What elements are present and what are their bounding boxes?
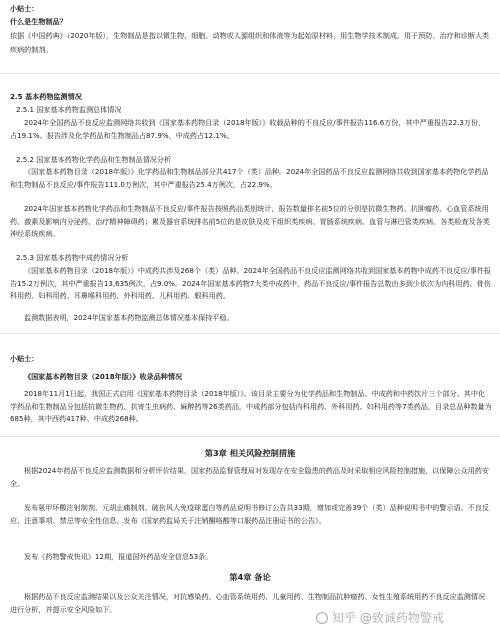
divider [0,333,500,334]
chapter-4-title: 第4章 备论 [229,572,271,582]
tip1-question: 什么是生物制品？ [10,17,67,26]
chapter-4-para-1: 根据药品不良反应监测结果以及公众关注情况，对抗感染药、心血管系统用药、儿童用药、生物制品抗肿瘤药、女性生殖系统用药不良反应监测情况进行分析，并提示安全风险如下。 [10,592,486,614]
tip1-body: 依据《中国药典》（2020年版），生物制品是指以微生物、细胞、动物或人源组织和体液等为起始原材料，用生物学技术制成，用于预防、治疗和诊断人类疾病的制剂。 [10,31,490,54]
section-2-5-title: 2.5 基本药物监测情况 [10,92,82,101]
section-2-5-1-title: 2.5.1 国家基本药物监测总体情况 [16,105,122,114]
chapter-3-title: 第3章 相关风险控制措施 [204,448,296,458]
section-2-5-conclusion: 监测数据表明，2024年国家基本药物监测总体情况基本保持平稳。 [24,313,234,322]
chapter-3-para-3: 发布《药物警戒快讯》12期，报道国外药品安全信息53条。 [24,552,213,561]
section-2-5-3-body: 《国家基本药物目录（2018年版）》中成药共涉及268个（类）品种。2024年全国药品不良反应监测网络共收到国家基本药物中成药不良反应/事件报告15.2万例次，其中严重报告13,635例次，占9.0%。2024年国家基本药物7大类中成药中，药品不良反应/事件报告总数由多到少依次为内科用药、骨伤科用药、妇科用药、耳鼻喉科用药、外科用药、儿科用药、眼科用药。 [10,266,492,300]
watermark-text: 知乎 @致诚药物警戒 [332,611,444,625]
tip2-subtitle: 《国家基本药物目录（2018年版）》收录品种情况 [24,372,183,381]
zhihu-logo-icon [316,612,328,624]
section-2-5-2-title: 2.5.2 国家基本药物化学药品和生物制品情况分析 [16,155,172,164]
section-2-5-2-para-1: 《国家基本药物目录（2018年版）》化学药品和生物制品部分共417个（类）品种。2024年全国药品不良反应监测网络共收到国家基本药物化学药品和生物制品不良反应/事件报告111.0万例次，其中严重报告25.4万例次，占22.9%。 [10,167,489,189]
section-2-5-2-para-2: 2024年国家基本药物化学药品和生物制品不良反应/事件报告按照药品类别统计，报告数量排名前5位的分别是抗微生物药、抗肿瘤药、心血管系统用药、激素及影响内分泌药、治疗精神障碍药；累及器官系统排名前5位的是皮肤及皮下组织类疾病、胃肠系统疾病、血管与淋巴管类疾病、各类检查及各类神经系统疾病。 [10,204,490,238]
chapter-3-para-2: 发布氨甲环酸注射制剂、元胡止痛制剂、破伤风人免疫球蛋白等药品说明书修订公告共33期，增加或完善39个（类）品种说明书中的警示语、不良反应、注意事项、禁忌等安全性信息。发布《国家药监局关于注销酮咯酸等口服药品注册证书的公告》。 [10,503,489,525]
watermark [316,611,444,625]
chapter-3-para-1: 根据2024年药品不良反应监测数据和分析评价结果，国家药品监督管理局对发现存在安全隐患的药品及时采取相应风险控制措施，以保障公众用药安全。 [10,466,489,488]
divider [0,73,500,74]
tip2-title: 小贴士： [10,354,39,363]
section-2-5-3-title: 2.5.3 国家基本药物中成药情况分析 [16,253,129,262]
section-2-5-1-body: 2024年全国药品不良反应监测网络共收到《国家基本药物目录（2018年版）》收载品种的不良反应/事件报告116.6万份，其中严重报告22.3万份，占19.1%。报告涉及化学药品和生物制品占87.9%，中成药占12.1%。 [10,118,486,140]
tip1-title: 小贴士： [10,4,39,13]
divider [0,436,500,437]
tip2-body: 2018年11月1日起，我国正式启用《国家基本药物目录（2018年版）》。该目录主要分为化学药品和生物制品、中成药和中药饮片三个部分。其中化学药品和生物制品分包括抗微生物药、抗寄生虫病药、麻醉药等26类药品，中成药部分包括内科用药、外科用药、妇科用药等7类药品，目录总品种数量为685种，其中西药417种、中成药268种。 [10,389,492,423]
